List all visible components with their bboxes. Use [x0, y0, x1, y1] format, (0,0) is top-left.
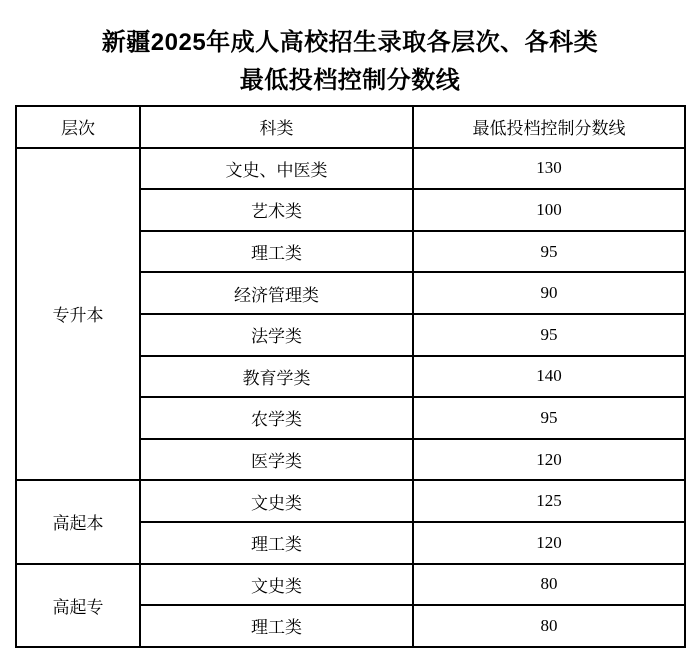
- page-title: [0, 0, 700, 100]
- table-row: [16, 480, 685, 522]
- level-cell: 高起专: [16, 564, 140, 647]
- score-table: [15, 105, 686, 648]
- score-cell: 80: [413, 605, 685, 647]
- category-cell: 教育学类: [140, 356, 413, 398]
- score-cell: 90: [413, 272, 685, 314]
- category-cell: 文史类: [140, 480, 413, 522]
- score-cell: 100: [413, 189, 685, 231]
- table-row: [16, 564, 685, 606]
- score-cell: 140: [413, 356, 685, 398]
- category-cell: 医学类: [140, 439, 413, 481]
- score-cell: 120: [413, 439, 685, 481]
- score-cell: 120: [413, 522, 685, 564]
- page-title-line-2: 最低投档控制分数线: [239, 67, 461, 94]
- header-row: [16, 106, 685, 148]
- score-cell: 95: [413, 397, 685, 439]
- score-cell: 80: [413, 564, 685, 606]
- score-cell: 95: [413, 314, 685, 356]
- header-score: 最低投档控制分数线: [413, 106, 685, 148]
- category-cell: 文史、中医类: [140, 148, 413, 190]
- score-cell: 125: [413, 480, 685, 522]
- level-cell: 高起本: [16, 480, 140, 563]
- category-cell: 理工类: [140, 231, 413, 273]
- category-cell: 理工类: [140, 522, 413, 564]
- category-cell: 法学类: [140, 314, 413, 356]
- category-cell: 艺术类: [140, 189, 413, 231]
- table-row: [16, 148, 685, 190]
- header-category: 科类: [140, 106, 413, 148]
- category-cell: 文史类: [140, 564, 413, 606]
- category-cell: 农学类: [140, 397, 413, 439]
- level-cell: 专升本: [16, 148, 140, 481]
- category-cell: 经济管理类: [140, 272, 413, 314]
- score-cell: 130: [413, 148, 685, 190]
- page-title-line-1: 新疆2025年成人高校招生录取各层次、各科类: [101, 29, 599, 56]
- header-level: 层次: [16, 106, 140, 148]
- score-cell: 95: [413, 231, 685, 273]
- category-cell: 理工类: [140, 605, 413, 647]
